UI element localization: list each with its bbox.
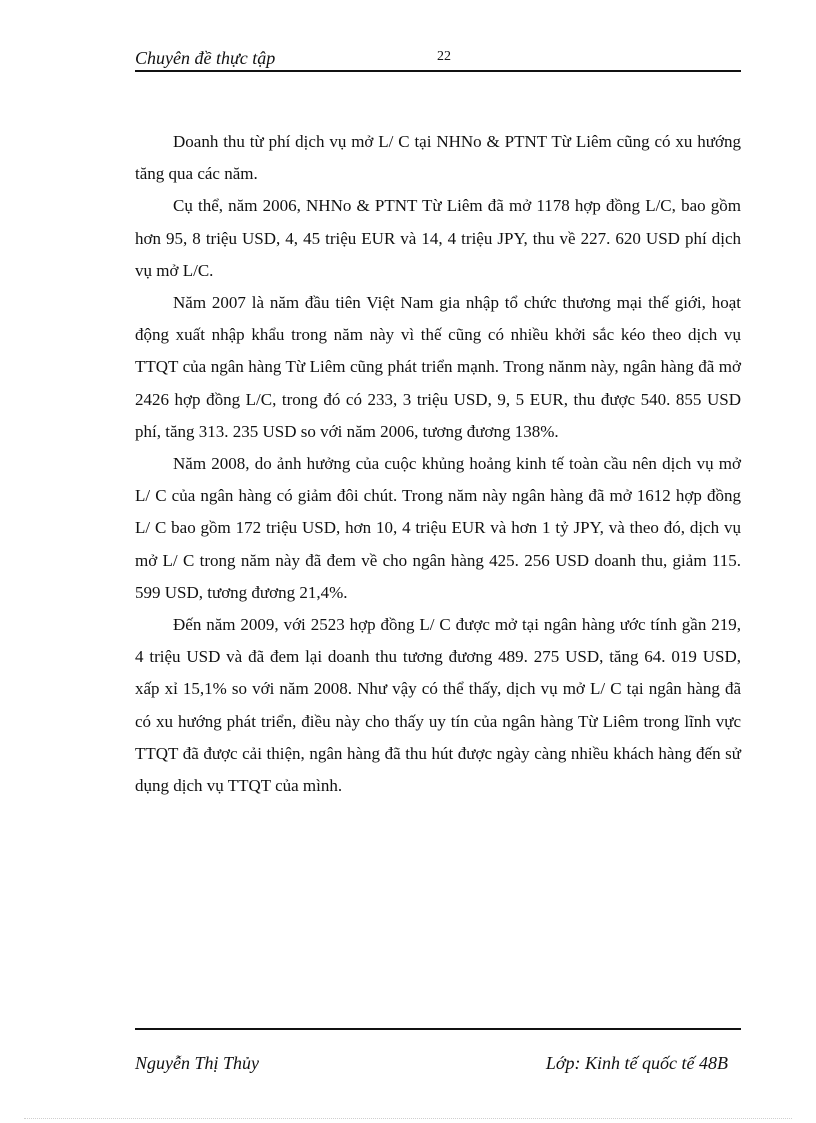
footer-divider <box>135 1028 741 1030</box>
footer-class: Lớp: Kinh tế quốc tế 48B <box>545 1053 728 1073</box>
paragraph: Cụ thể, năm 2006, NHNo & PTNT Từ Liêm đã mở 1178 hợp đồng L/C, bao gồm hơn 95, 8 triệu USD, 4, 45 triệu EUR và 14, 4 triệu JPY, thu về 227. 620 USD phí dịch vụ mở L/C. <box>135 196 741 280</box>
paragraph: Doanh thu từ phí dịch vụ mở L/ C tại NHNo & PTNT Từ Liêm cũng có xu hướng tăng qua các năm. <box>135 132 741 184</box>
header-title: Chuyên đề thực tập <box>135 48 276 68</box>
paragraph: Đến năm 2009, với 2523 hợp đồng L/ C được mở tại ngân hàng ước tính gần 219, 4 triệu USD và đã đem lại doanh thu tương đương 489. 275 USD, tăng 64. 019 USD, xấp xỉ 15,1% so với năm 2008. Như vậy có thể thấy, dịch vụ mở L/ C tại ngân hàng đã có xu hướng phát triển, điều này cho thấy uy tín của ngân hàng Từ Liêm trong lĩnh vực TTQT đã được cải thiện, ngân hàng đã thu hút được ngày càng nhiều khách hàng đến sử dụng dịch vụ TTQT của mình. <box>135 615 741 796</box>
paragraph: Năm 2007 là năm đầu tiên Việt Nam gia nhập tổ chức thương mại thế giới, hoạt động xuất nhập khẩu trong năm này vì thế cũng có nhiều khởi sắc kéo theo dịch vụ TTQT của ngân hàng Từ Liêm cũng phát triển mạnh. Trong nănm này, ngân hàng đã mở 2426 hợp đồng L/C, trong đó có 233, 3 triệu USD, 9, 5 EUR, thu được 540. 855 USD phí, tăng 313. 235 USD so với năm 2006, tương đương 138%. <box>135 293 741 441</box>
page-number: 22 <box>437 49 451 64</box>
page-edge-divider <box>24 1118 792 1119</box>
footer-author: Nguyễn Thị Thủy <box>135 1053 259 1073</box>
paragraph: Năm 2008, do ảnh hưởng của cuộc khủng hoảng kinh tế toàn cầu nên dịch vụ mở L/ C của ngân hàng có giảm đôi chút. Trong năm này ngân hàng đã mở 1612 hợp đồng L/ C bao gồm 172 triệu USD, hơn 10, 4 triệu EUR và hơn 1 tỷ JPY, và theo đó, dịch vụ mở L/ C trong năm này đã đem về cho ngân hàng 425. 256 USD doanh thu, giảm 115. 599 USD, tương đương 21,4%. <box>135 454 741 602</box>
page-header <box>135 46 741 72</box>
document-body <box>135 126 741 802</box>
